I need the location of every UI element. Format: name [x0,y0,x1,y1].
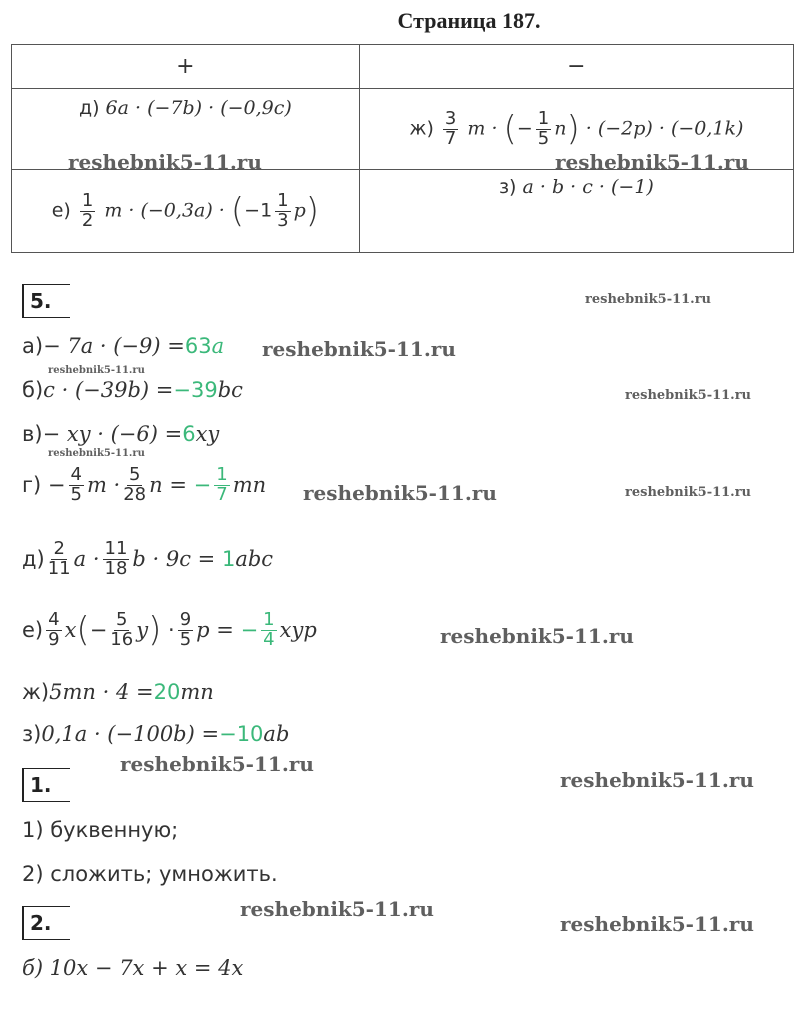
watermark: reshebnik5-11.ru [262,337,456,361]
answer-5d: д) $\frac{2}{11}$ a · $\frac{11}{18}$ b · 9c = 1 abc [22,538,274,579]
answer-5e: е) $\frac{4}{9}$ x ( − $\frac{5}{16}$ y ) · $\frac{9}{5}$ p = − $\frac{1}{4}$ xyp [22,608,317,650]
cell-e: е) $\frac{1}{2}$ m · (−0,3a) · (−1 $\frac{1}{3}$ p) [12,170,360,253]
cell-d: д) 6a · (−7b) · (−0,9c) [12,89,360,170]
watermark: reshebnik5-11.ru [560,768,754,792]
watermark: reshebnik5-11.ru [440,624,634,648]
answer-5b: б) c · (−39b) = −39 bc [22,378,243,402]
sign-table [11,44,794,253]
answer-5g: г) − $\frac{4}{5}$ m · $\frac{5}{28}$ n = − $\frac{1}{7}$ mn [22,464,267,505]
page-title: Страница 187. [397,8,541,33]
minus-header: − [359,45,793,89]
watermark: reshebnik5-11.ru [240,897,434,921]
answer-5z: з) 0,1a · (−100b) = −10 ab [22,722,290,746]
cell-zh: ж) $\frac{3}{7}$ m · (− $\frac{1}{5}$ n) · (−2p) · (−0,1k) [359,89,793,170]
answer-5a: а) − 7a · (−9) = 63 a [22,334,225,358]
watermark: reshebnik5-11.ru [48,365,145,376]
watermark: reshebnik5-11.ru [555,150,749,174]
watermark: reshebnik5-11.ru [585,292,712,307]
section-1-line-2: 2) сложить; умножить. [22,862,278,886]
watermark: reshebnik5-11.ru [48,448,145,459]
section-1-line-1: 1) буквенную; [22,818,179,842]
section-2-line-1: б) 10x − 7x + x = 4x [22,956,244,980]
watermark: reshebnik5-11.ru [625,485,752,500]
watermark: reshebnik5-11.ru [120,752,314,776]
watermark: reshebnik5-11.ru [625,388,752,403]
answer-5zh: ж) 5mn · 4 = 20 mn [22,680,214,704]
watermark: reshebnik5-11.ru [560,912,754,936]
cell-z: з) a · b · c · (−1) [359,170,793,253]
watermark: reshebnik5-11.ru [68,150,262,174]
section-1-number: 1. [22,768,70,802]
answer-5v: в) − xy · (−6) = 6 xy [22,422,220,446]
section-2-number: 2. [22,906,70,940]
watermark: reshebnik5-11.ru [303,481,497,505]
section-5-number: 5. [22,284,70,318]
plus-header: + [12,45,360,89]
